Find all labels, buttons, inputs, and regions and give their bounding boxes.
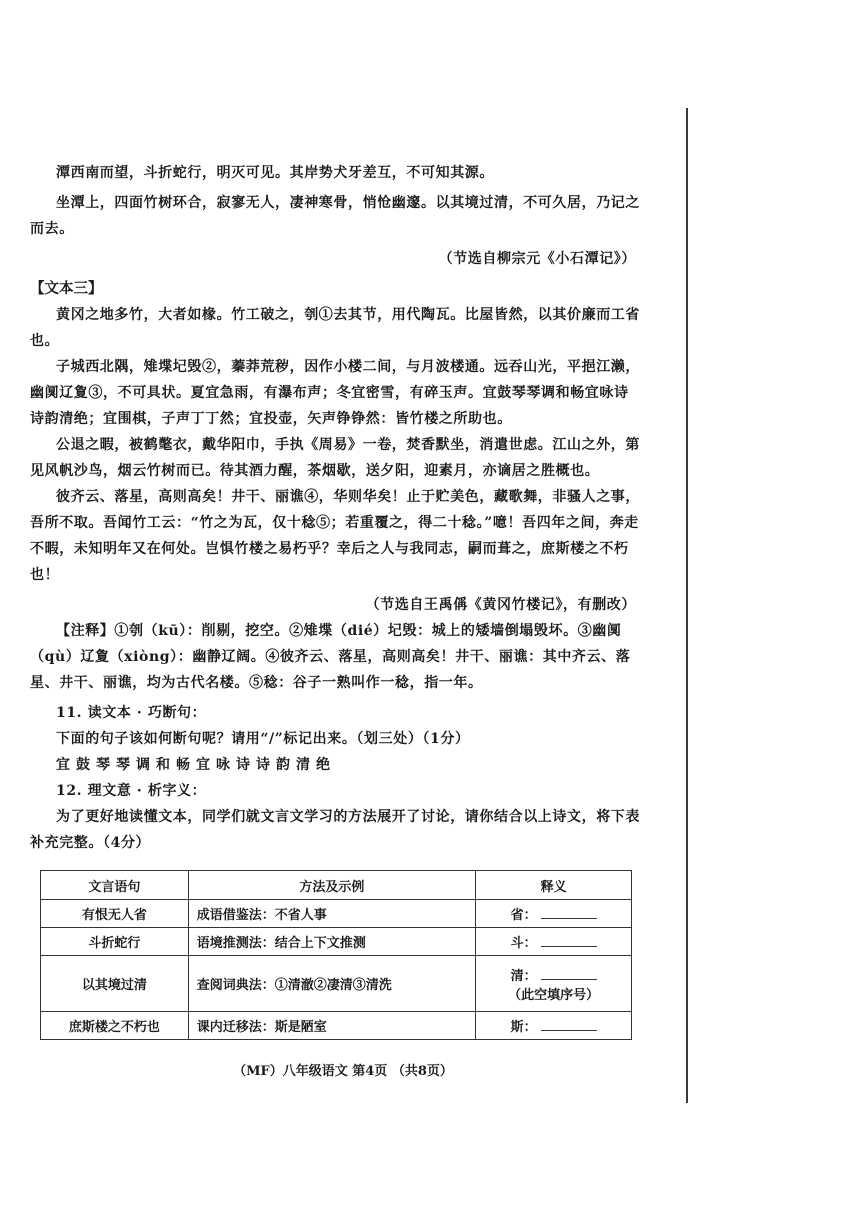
answer-blank[interactable] xyxy=(541,934,597,947)
row-method: 查阅词典法：①清澈②凄清③清洗 xyxy=(188,956,475,1012)
row-meaning[interactable] xyxy=(476,956,632,1012)
answer-blank[interactable] xyxy=(541,1018,597,1031)
q12-title: 12. 理文意 · 析字义： xyxy=(56,783,207,799)
row-meaning[interactable] xyxy=(476,900,632,928)
q11-title: 11. 读文本 · 巧断句： xyxy=(56,705,207,721)
meaning-label: 省： xyxy=(510,908,537,923)
text3-heading: 【文本三】 xyxy=(30,280,103,297)
text3-paragraph-1: 黄冈之地多竹，大者如椽。竹工破之，刳①去其节，用代陶瓦。比屋皆然，以其价廉而工省也。 xyxy=(30,307,640,349)
text3-source: （节选自王禹偁《黄冈竹楼记》，有删改） xyxy=(365,597,636,613)
text2-source: （节选自柳宗元《小石潭记》） xyxy=(438,251,636,267)
table-header-row xyxy=(41,871,632,900)
row-method: 课内迁移法：斯是陋室 xyxy=(188,1012,475,1040)
meaning-note: （此空填序号） xyxy=(508,987,600,1003)
meaning-label: 斯： xyxy=(510,1020,537,1035)
row-phrase: 以其境过清 xyxy=(41,956,189,1012)
table-row xyxy=(41,956,632,1012)
text3-paragraph-2: 子城西北隅，雉堞圮毁②，蓁莽荒秽，因作小楼二间，与月波楼通。远吞山光，平挹江濑，幽阒辽夐③，不可具状。夏宜急雨，有瀑布声；冬宜密雪，有碎玉声。宜鼓琴琴调和畅宜咏诗诗韵清绝；宜围棋，子声丁丁然；宜投壶，矢声铮铮然：皆竹楼之所助也。 xyxy=(30,359,640,427)
row-method: 语境推测法：结合上下文推测 xyxy=(188,928,475,956)
text3-paragraph-3: 公退之暇，被鹤氅衣，戴华阳巾，手执《周易》一卷，焚香默坐，消遣世虑。江山之外，第见风帆沙鸟，烟云竹树而已。待其酒力醒，茶烟歇，送夕阳，迎素月，亦谪居之胜概也。 xyxy=(30,437,640,479)
row-method: 成语借鉴法：不省人事 xyxy=(188,900,475,928)
answer-blank[interactable] xyxy=(541,906,597,919)
row-phrase: 有恨无人省 xyxy=(41,900,189,928)
text3-paragraph-4: 彼齐云、落星，高则高矣！井干、丽谯④，华则华矣！止于贮美色，藏歌舞，非骚人之事，吾所不取。吾闻竹工云：“竹之为瓦，仅十稔⑤；若重覆之，得二十稔。”噫！吾四年之间，奔走不暇，未知明年又在何处。岂惧竹楼之易朽乎？幸后之人与我同志，嗣而葺之，庶斯楼之不朽也！ xyxy=(30,489,640,583)
row-phrase: 庶斯楼之不朽也 xyxy=(41,1012,189,1040)
answer-blank[interactable] xyxy=(541,967,597,980)
q11-sentence: 宜鼓琴琴调和畅宜咏诗诗韵清绝 xyxy=(56,757,336,773)
table-row xyxy=(41,1012,632,1040)
text3-notes: 【注释】①刳（kū）：削剔，挖空。②雉堞（dié）圮毁：城上的矮墙倒塌毁坏。③幽阒（qù）辽夐（xiòng）：幽静辽阔。④彼齐云、落星，高则高矣！井干、丽谯：其中齐云、落星、井干、丽谯，均为古代名楼。⑤稔：谷子一熟叫作一稔，指一年。 xyxy=(30,623,631,691)
row-phrase: 斗折蛇行 xyxy=(41,928,189,956)
meaning-label: 斗： xyxy=(510,936,537,951)
meaning-label: 清： xyxy=(510,968,537,984)
table-row xyxy=(41,928,632,956)
text2-paragraph-1: 潭西南而望，斗折蛇行，明灭可见。其岸势犬牙差互，不可知其源。 xyxy=(56,165,494,181)
row-meaning[interactable] xyxy=(476,928,632,956)
header-phrase: 文言语句 xyxy=(41,871,189,900)
q11-instruction: 下面的句子该如何断句呢？请用“/”标记出来。（划三处）（1分） xyxy=(56,731,470,747)
exam-content xyxy=(30,160,642,856)
page-footer: （MF）八年级语文 第4页 （共8页） xyxy=(233,1064,453,1079)
q12-instruction: 为了更好地读懂文本，同学们就文言文学习的方法展开了讨论，请你结合以上诗文，将下表补充完整。（4分） xyxy=(30,809,640,851)
page-divider-line xyxy=(686,108,688,1103)
text2-paragraph-2: 坐潭上，四面竹树环合，寂寥无人，凄神寒骨，悄怆幽邃。以其境过清，不可久居，乃记之而去。 xyxy=(30,195,640,237)
q12-table xyxy=(40,870,632,1040)
header-meaning: 释义 xyxy=(476,871,632,900)
row-meaning[interactable] xyxy=(476,1012,632,1040)
table-row xyxy=(41,900,632,928)
header-method: 方法及示例 xyxy=(188,871,475,900)
